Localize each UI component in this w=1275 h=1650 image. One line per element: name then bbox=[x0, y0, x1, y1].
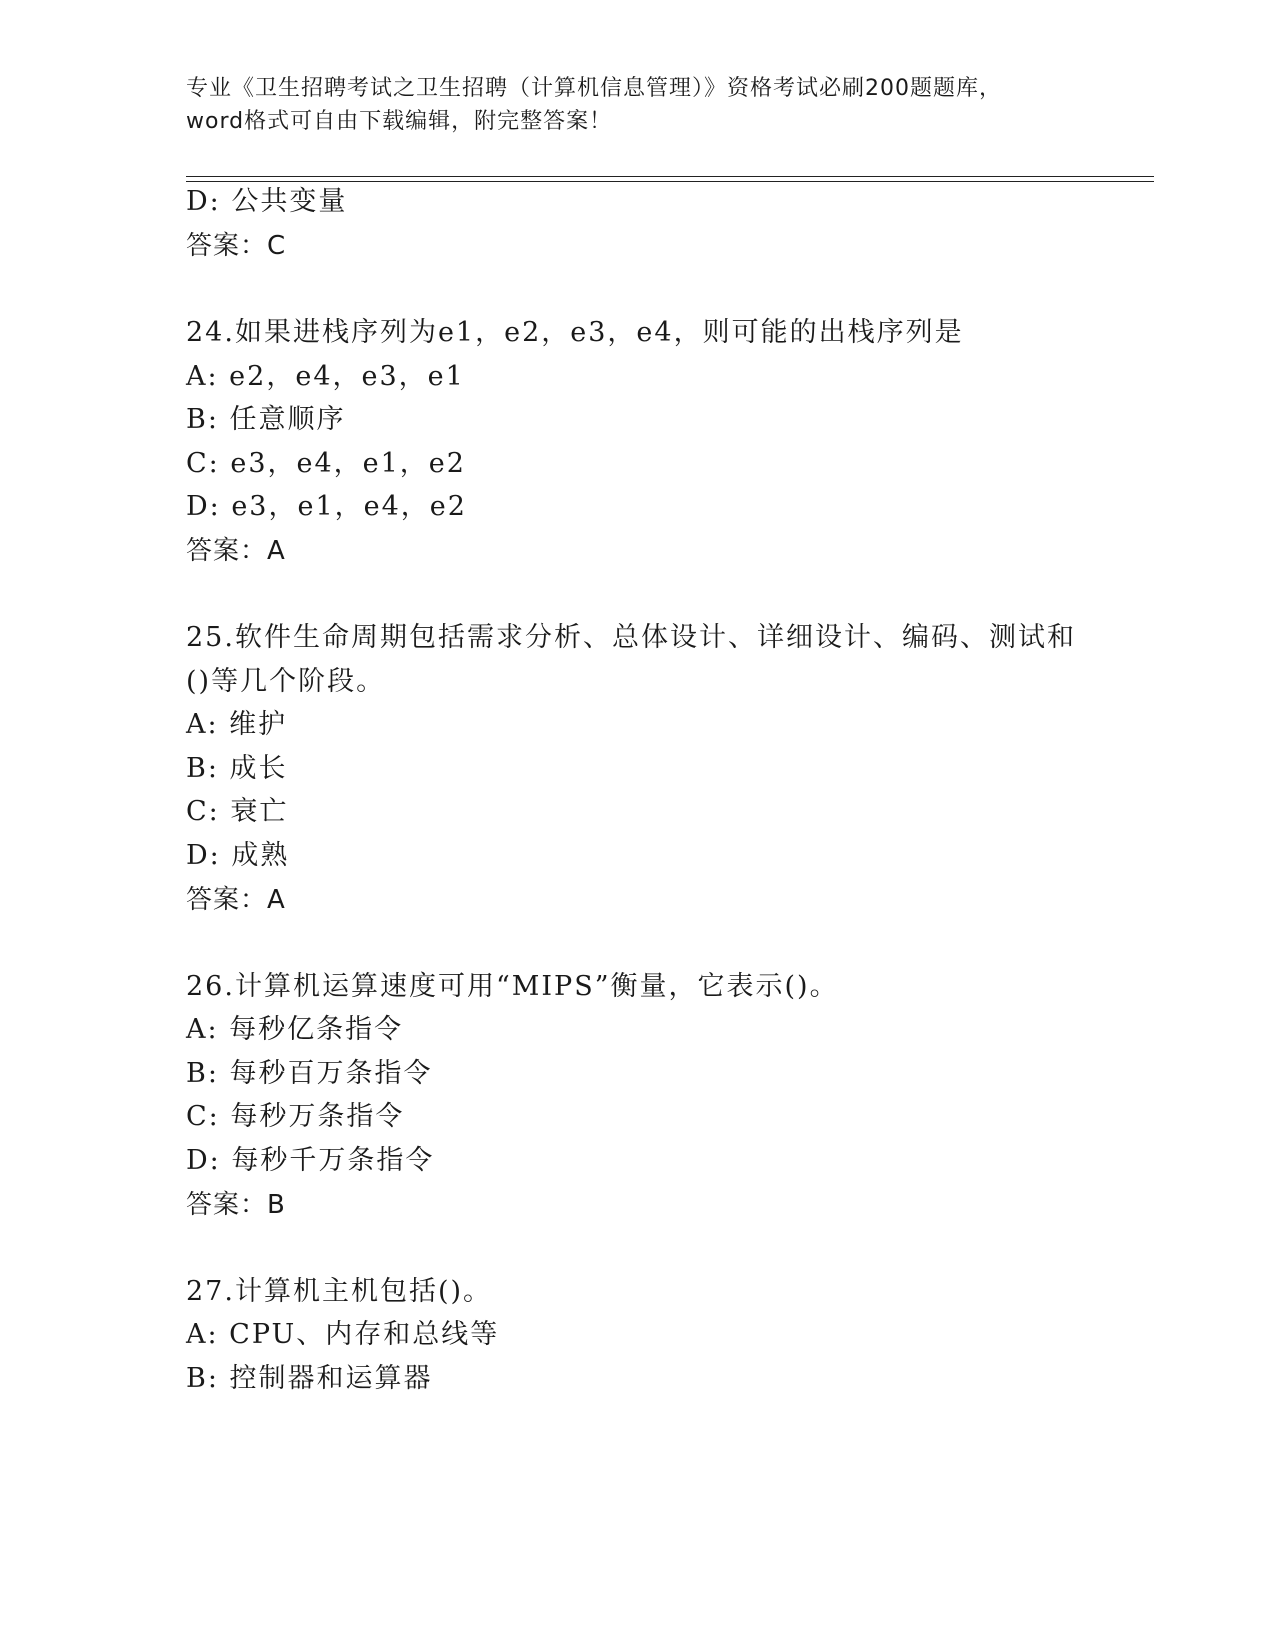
q25-question-line-1: 25.软件生命周期包括需求分析、总体设计、详细设计、编码、测试和 bbox=[186, 622, 1076, 653]
q25-answer: 答案：A bbox=[186, 885, 286, 915]
q24-option-c: C: e3，e4，e1，e2 bbox=[186, 448, 466, 479]
header-title-line-1: 专业《卫生招聘考试之卫生招聘（计算机信息管理）》资格考试必刷200题题库， bbox=[186, 76, 1002, 101]
q24-option-b: B: 任意顺序 bbox=[186, 404, 346, 435]
q25-option-d: D: 成熟 bbox=[186, 840, 290, 871]
q25-option-b: B: 成长 bbox=[186, 753, 288, 784]
q26-option-b: B: 每秒百万条指令 bbox=[186, 1058, 433, 1089]
q26-option-a: A: 每秒亿条指令 bbox=[186, 1014, 404, 1045]
q25-option-c: C: 衰亡 bbox=[186, 796, 289, 827]
q26-answer: 答案：B bbox=[186, 1190, 286, 1220]
q24-option-d: D: e3，e1，e4，e2 bbox=[186, 491, 467, 522]
q27-question: 27.计算机主机包括()。 bbox=[186, 1276, 493, 1307]
document-header bbox=[186, 72, 1086, 138]
q24-option-a: A: e2，e4，e3，e1 bbox=[186, 361, 465, 392]
header-divider-bottom bbox=[186, 181, 1154, 182]
prev-option-d: D: 公共变量 bbox=[186, 186, 348, 217]
q27-option-b: B: 控制器和运算器 bbox=[186, 1363, 433, 1394]
q24-question: 24.如果进栈序列为e1，e2，e3，e4，则可能的出栈序列是 bbox=[186, 317, 964, 348]
q26-option-c: C: 每秒万条指令 bbox=[186, 1101, 405, 1132]
q26-option-d: D: 每秒千万条指令 bbox=[186, 1145, 435, 1176]
prev-answer: 答案：C bbox=[186, 231, 287, 261]
q24-answer: 答案：A bbox=[186, 536, 286, 566]
q27-option-a: A: CPU、内存和总线等 bbox=[186, 1319, 500, 1350]
header-title-line-2: word格式可自由下载编辑，附完整答案！ bbox=[186, 109, 613, 134]
q26-question: 26.计算机运算速度可用“MIPS”衡量，它表示()。 bbox=[186, 971, 839, 1002]
q25-question-line-2: ()等几个阶段。 bbox=[186, 666, 386, 697]
q25-option-a: A: 维护 bbox=[186, 709, 288, 740]
header-divider-top bbox=[186, 176, 1154, 177]
